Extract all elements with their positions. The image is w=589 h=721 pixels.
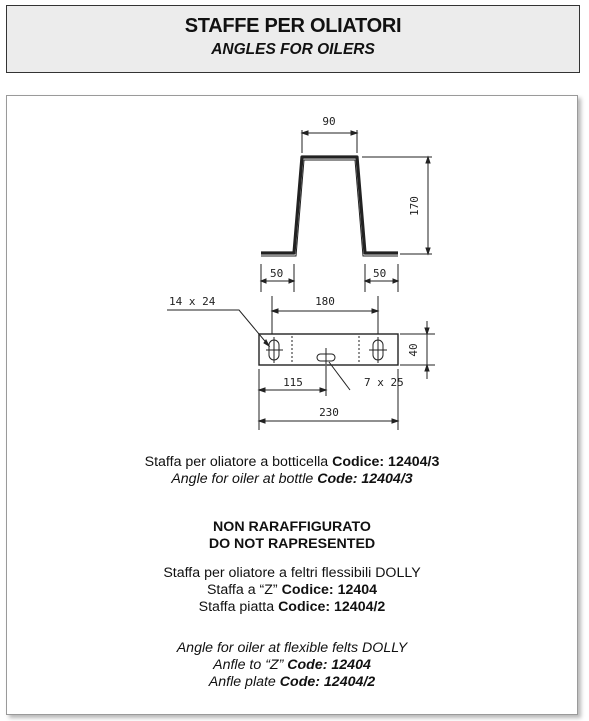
italian-item-z: Staffa a “Z” Codice: 12404 xyxy=(206,582,378,598)
page-subtitle: ANGLES FOR OILERS xyxy=(211,41,375,58)
english-item-z: Anfle to “Z” Code: 12404 xyxy=(213,657,371,673)
product1-description xyxy=(7,454,577,488)
not-shown-italian: NON RARAFFIGURATO xyxy=(213,519,371,535)
not-shown-notice xyxy=(7,519,577,553)
dim-height: 170 xyxy=(408,196,421,216)
italian-variants xyxy=(7,565,577,616)
dim-slot-spacing: 180 xyxy=(315,295,335,308)
dim-total-length: 230 xyxy=(319,406,339,419)
english-intro: Angle for oiler at flexible felts DOLLY xyxy=(176,640,408,656)
product-card xyxy=(6,95,578,715)
page-title: STAFFE PER OLIATORI xyxy=(184,15,402,37)
code-12404-en: Code: 12404 xyxy=(287,657,371,673)
page-header xyxy=(6,5,580,73)
code-12404-it: Codice: 12404 xyxy=(281,582,378,598)
italian-item-flat: Staffa piatta Codice: 12404/2 xyxy=(198,599,386,615)
product1-english: Angle for oiler at bottle Code: 12404/3 xyxy=(171,471,413,487)
product1-italian: Staffa per oliatore a botticella Codice: 12404/3 xyxy=(144,454,440,470)
dim-plate-height: 40 xyxy=(407,343,420,357)
product1-code-en: Code: 12404/3 xyxy=(317,471,413,487)
english-variants xyxy=(7,640,577,691)
not-shown-english: DO NOT RAPRESENTED xyxy=(208,536,376,552)
dim-flange-left: 50 xyxy=(270,267,284,280)
dim-center-offset: 115 xyxy=(283,376,303,389)
product1-code-it: Codice: 12404/3 xyxy=(332,454,440,470)
code-12404-2-it: Codice: 12404/2 xyxy=(278,599,386,615)
dim-slot-size: 14 x 24 xyxy=(169,295,216,308)
dim-top-width: 90 xyxy=(322,115,336,128)
technical-drawing xyxy=(7,96,577,441)
code-12404-2-en: Code: 12404/2 xyxy=(279,674,376,690)
italian-intro: Staffa per oliatore a feltri flessibili DOLLY xyxy=(163,565,421,581)
english-item-flat: Anfle plate Code: 12404/2 xyxy=(208,674,376,690)
dim-center-slot: 7 x 25 xyxy=(364,376,404,389)
dim-flange-right: 50 xyxy=(373,267,387,280)
bracket-profile xyxy=(261,157,398,253)
